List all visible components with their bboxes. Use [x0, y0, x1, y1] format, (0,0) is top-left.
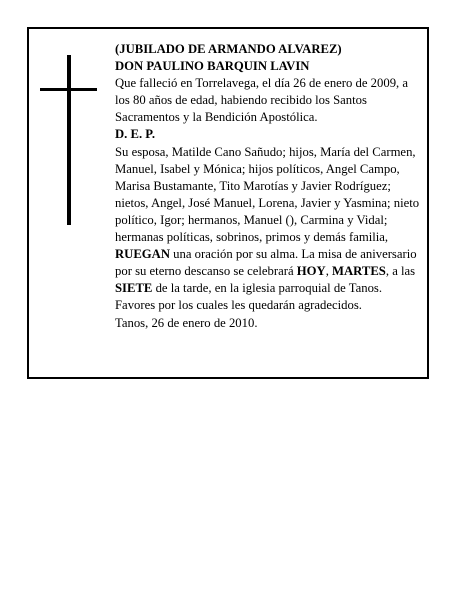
- request-text-3: de la tarde, en la iglesia parroquial de Tanos. Favores por los cuales les quedarán agradecidos.: [115, 281, 383, 313]
- family-list: Su esposa, Matilde Cano Sañudo; hijos, María del Carmen, Manuel, Isabel y Mónica; hijos políticos, Angel Campo, Marisa Bustamante, Tito Marotías y Javier Rodríguez; nietos, Angel, José Manuel, Lorena, Javier y Yasmina; nieto político, Igor; hermanos, Manuel (), Carmina y Vidal; hermanas políticas, sobrinos, primos y demás familia,: [115, 144, 420, 245]
- siete-word: SIETE: [115, 281, 153, 296]
- cross-vertical-bar: [67, 55, 71, 225]
- obituary-text: [115, 41, 421, 332]
- martes-word: MARTES: [332, 264, 386, 279]
- request-text-2: , a las: [385, 264, 416, 279]
- dep-line: D. E. P.: [115, 127, 156, 142]
- deceased-name: DON PAULINO BARQUIN LAVIN: [115, 59, 310, 74]
- ruegan-word: RUEGAN: [115, 247, 170, 262]
- death-info: Que falleció en Torrelavega, el día 26 de enero de 2009, a los 80 años de edad, habiendo recibido los Santos Sacramentos y la Bendición Apostólica.: [115, 76, 409, 125]
- place-date: Tanos, 26 de enero de 2010.: [115, 315, 258, 330]
- request-comma: ,: [325, 264, 333, 279]
- mass-request: [115, 246, 421, 314]
- request-text-1: una oración por su alma. La misa de aniversario por su eterno descanso se celebrará: [115, 247, 417, 279]
- notice-subtitle: (JUBILADO DE ARMANDO ALVAREZ): [115, 42, 342, 56]
- hoy-word: HOY: [296, 264, 326, 279]
- cross-horizontal-bar: [40, 88, 97, 91]
- obituary-notice: [27, 27, 429, 379]
